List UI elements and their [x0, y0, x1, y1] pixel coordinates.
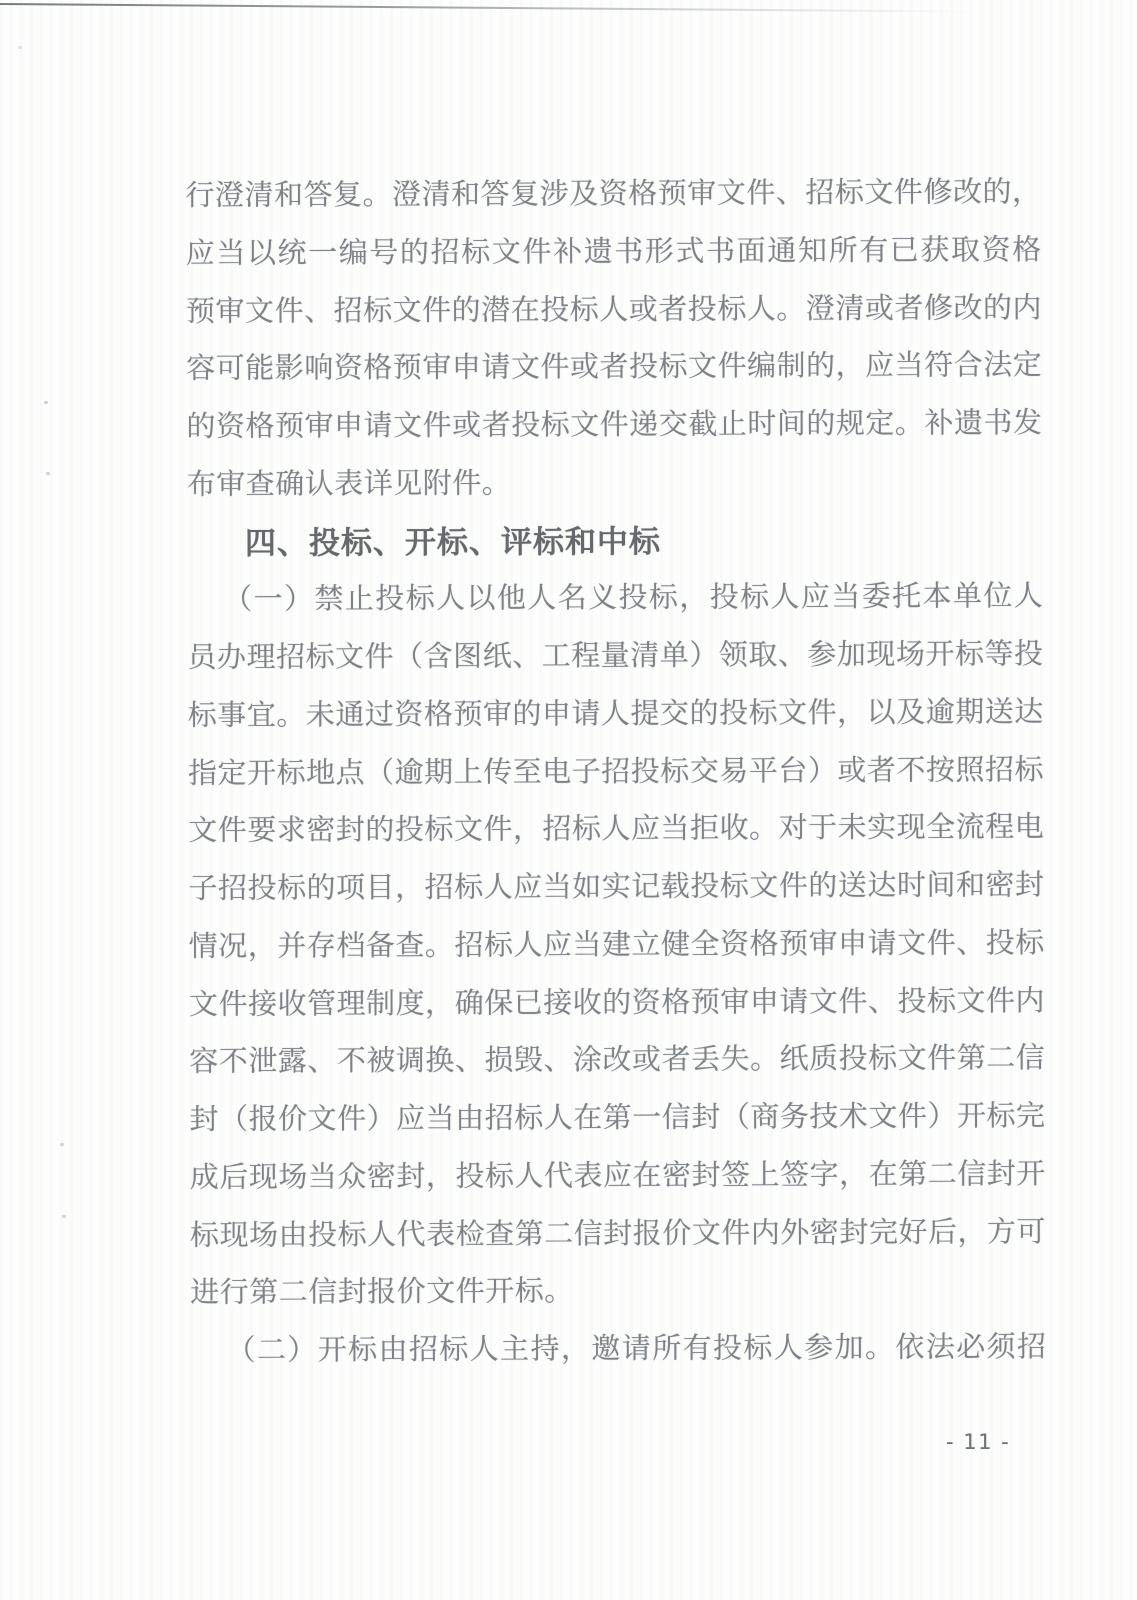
text-line: 员办理招标文件（含图纸、工程量清单）领取、参加现场开标等投 — [187, 638, 1044, 675]
document-text-block — [185, 164, 1046, 1380]
text-line: 成后现场当众密封，投标人代表应在密封签上签字，在第二信封开 — [189, 1158, 1046, 1194]
scan-speckle — [62, 1215, 66, 1218]
scan-speckle — [46, 472, 50, 475]
text-line: 预审文件、招标文件的潜在投标人或者投标人。澄清或者修改的内 — [185, 291, 1043, 328]
section-heading: 四、投标、开标、评标和中标 — [244, 523, 662, 561]
text-line: 容不泄露、不被调换、损毁、涂改或者丢失。纸质投标文件第二信 — [189, 1042, 1046, 1079]
text-line: 封（报价文件）应当由招标人在第一信封（商务技术文件）开标完 — [189, 1100, 1046, 1136]
text-line: 布审查确认表详见附件。 — [186, 467, 512, 501]
text-line: 文件接收管理制度，确保已接收的资格预审申请文件、投标文件内 — [188, 984, 1046, 1021]
text-line: 指定开标地点（逾期上传至电子招投标交易平台）或者不按照招标 — [187, 753, 1045, 790]
page-number: - 11 - — [946, 1430, 1011, 1454]
text-line: 的资格预审申请文件或者投标文件递交截止时间的规定。补遗书发 — [186, 407, 1043, 444]
text-line: 标现场由投标人代表检查第二信封报价文件内外密封完好后，方可 — [189, 1215, 1047, 1252]
text-line: 文件要求密封的投标文件，招标人应当拒收。对于未实现全流程电 — [188, 811, 1045, 848]
text-line: （二）开标由招标人主持，邀请所有投标人参加。依法必须招 — [226, 1331, 1047, 1367]
text-line: 情况，并存档备查。招标人应当建立健全资格预审申请文件、投标 — [188, 927, 1045, 963]
text-line: 进行第二信封报价文件开标。 — [190, 1275, 574, 1310]
text-line: 行澄清和答复。澄清和答复涉及资格预审文件、招标文件修改的， — [185, 176, 1042, 213]
text-line: 子招投标的项目，招标人应当如实记载投标文件的送达时间和密封 — [188, 869, 1045, 905]
text-line: 容可能影响资格预审申请文件或者投标文件编制的，应当符合法定 — [186, 349, 1043, 386]
text-line: 应当以统一编号的招标文件补遗书形式书面通知所有已获取资格 — [185, 234, 1042, 270]
scan-edge-artifact — [0, 3, 976, 13]
text-line: （一）禁止投标人以他人名义投标，投标人应当委托本单位人 — [223, 580, 1044, 617]
scan-speckle — [18, 46, 22, 49]
scan-speckle — [44, 401, 48, 404]
scan-speckle — [60, 1143, 64, 1146]
text-line: 标事宜。未通过资格预审的申请人提交的投标文件，以及逾期送达 — [187, 696, 1044, 732]
